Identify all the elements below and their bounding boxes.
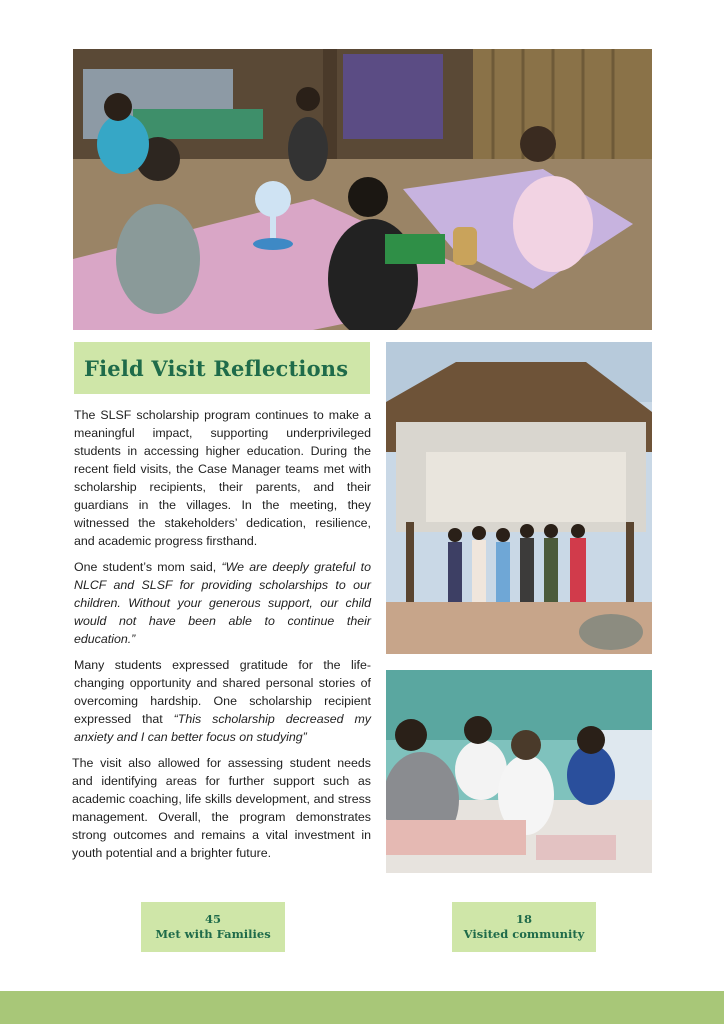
quote-text: “This scholarship decreased my anxiety and I can better focus on studying” — [74, 712, 371, 744]
footer-bar — [0, 991, 724, 1024]
quote-intro: Many students expressed gratitude for the life-changing opportunity and shared personal stories of overcoming hardship. One scholarship recipient expressed that — [74, 658, 371, 726]
paragraph-intro: The SLSF scholarship program continues to make a meaningful impact, supporting underprivileged students in accessing higher education. During the recent field visits, the Case Manager teams met with scholarship recipients, their parents, and their guardians in the villages. In the meeting, they witnessed the stakeholders’ dedication, resilience, and academic progress firsthand. — [74, 408, 371, 548]
section-title-box — [74, 342, 370, 394]
photo-village-house-group — [386, 342, 652, 654]
paragraph-conclusion: The visit also allowed for assessing student needs and identifying areas for further support such as academic coaching, life skills development, and stress management. Overall, the program demonstrates strong outcomes and remains a vital investment in youth potential and a brighter future. — [72, 756, 371, 860]
stat-label: Met with Families — [155, 927, 271, 941]
article-body — [74, 406, 371, 870]
quote-text: “We are deeply grateful to NLCF and SLSF for providing scholarships to our children. Without your generous support, our child would not have been able to continue their education.” — [74, 560, 371, 646]
photo-classroom-students — [386, 670, 652, 873]
paragraph-student-quote — [74, 656, 371, 746]
stat-value: 45 — [204, 912, 221, 926]
stat-visited-community — [452, 902, 596, 952]
section-title: Field Visit Reflections — [84, 355, 349, 381]
quote-intro: One student’s mom said, — [74, 560, 222, 574]
stat-met-with-families — [141, 902, 285, 952]
stat-value: 18 — [515, 912, 532, 926]
paragraph-mom-quote — [74, 558, 371, 648]
photo-home-meeting — [73, 49, 652, 330]
stat-label: Visited community — [463, 927, 585, 941]
